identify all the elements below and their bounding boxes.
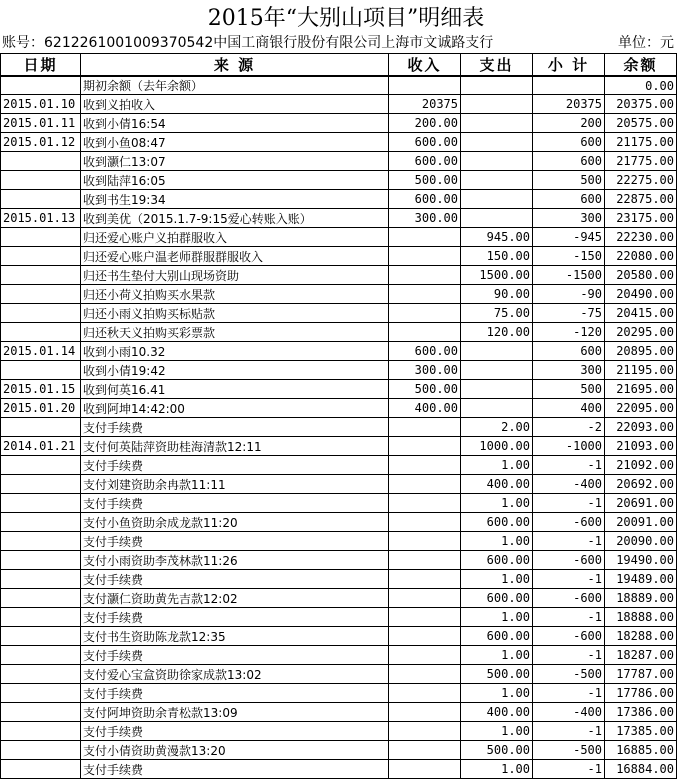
balance-cell: 20090.00 — [605, 532, 677, 551]
balance-cell: 18287.00 — [605, 646, 677, 665]
table-row — [1, 285, 677, 304]
subtotal-cell — [533, 76, 605, 95]
source-cell: 支付手续费 — [81, 418, 389, 437]
balance-cell: 21695.00 — [605, 380, 677, 399]
source-cell: 收到小倩16:54 — [81, 114, 389, 133]
balance-cell: 19489.00 — [605, 570, 677, 589]
balance-cell: 18888.00 — [605, 608, 677, 627]
date-cell — [1, 76, 81, 95]
balance-cell: 20580.00 — [605, 266, 677, 285]
source-cell: 支付手续费 — [81, 722, 389, 741]
expense-cell — [461, 171, 533, 190]
source-cell: 支付手续费 — [81, 646, 389, 665]
date-cell — [1, 532, 81, 551]
income-cell — [389, 266, 461, 285]
balance-cell: 18288.00 — [605, 627, 677, 646]
balance-cell: 21092.00 — [605, 456, 677, 475]
expense-cell — [461, 209, 533, 228]
expense-cell: 75.00 — [461, 304, 533, 323]
source-cell: 收到阿坤14:42:00 — [81, 399, 389, 418]
income-cell — [389, 76, 461, 95]
subtotal-cell: -500 — [533, 665, 605, 684]
date-cell: 2015.01.14 — [1, 342, 81, 361]
source-cell: 支付小雨资助李茂林款11:26 — [81, 551, 389, 570]
account-line — [0, 34, 692, 53]
date-cell — [1, 304, 81, 323]
date-cell: 2015.01.11 — [1, 114, 81, 133]
date-cell: 2015.01.20 — [1, 399, 81, 418]
expense-cell: 90.00 — [461, 285, 533, 304]
expense-cell — [461, 114, 533, 133]
source-cell: 支付书生资助陈龙款12:35 — [81, 627, 389, 646]
income-cell — [389, 608, 461, 627]
income-cell — [389, 722, 461, 741]
subtotal-cell: -600 — [533, 627, 605, 646]
date-cell — [1, 418, 81, 437]
table-row — [1, 475, 677, 494]
balance-cell: 16885.00 — [605, 741, 677, 760]
expense-cell: 600.00 — [461, 513, 533, 532]
income-cell: 500.00 — [389, 380, 461, 399]
expense-cell: 1.00 — [461, 494, 533, 513]
subtotal-cell: -1 — [533, 570, 605, 589]
subtotal-cell: 400 — [533, 399, 605, 418]
expense-cell — [461, 380, 533, 399]
source-cell: 支付手续费 — [81, 532, 389, 551]
sheet-title: 2015年“大别山项目”明细表 — [207, 6, 485, 31]
expense-cell: 1.00 — [461, 532, 533, 551]
balance-cell: 22080.00 — [605, 247, 677, 266]
expense-cell — [461, 152, 533, 171]
expense-cell: 1000.00 — [461, 437, 533, 456]
balance-cell: 21175.00 — [605, 133, 677, 152]
income-cell — [389, 475, 461, 494]
balance-cell: 22095.00 — [605, 399, 677, 418]
table-row — [1, 570, 677, 589]
table-row — [1, 209, 677, 228]
income-cell — [389, 304, 461, 323]
table-row — [1, 380, 677, 399]
date-cell: 2014.01.21 — [1, 437, 81, 456]
expense-cell — [461, 399, 533, 418]
table-row — [1, 703, 677, 722]
expense-cell — [461, 342, 533, 361]
subtotal-cell: -400 — [533, 475, 605, 494]
source-cell: 支付手续费 — [81, 570, 389, 589]
income-cell: 600.00 — [389, 152, 461, 171]
expense-cell: 600.00 — [461, 551, 533, 570]
source-cell: 归还小雨义拍购买标贴款 — [81, 304, 389, 323]
subtotal-cell: 600 — [533, 190, 605, 209]
source-cell: 收到何英16.41 — [81, 380, 389, 399]
subtotal-cell: 300 — [533, 361, 605, 380]
balance-cell: 21093.00 — [605, 437, 677, 456]
expense-cell — [461, 190, 533, 209]
source-cell: 收到灏仁13:07 — [81, 152, 389, 171]
table-row — [1, 418, 677, 437]
date-cell — [1, 171, 81, 190]
balance-cell: 17787.00 — [605, 665, 677, 684]
date-cell: 2015.01.10 — [1, 95, 81, 114]
income-cell — [389, 513, 461, 532]
subtotal-cell: -600 — [533, 589, 605, 608]
table-row — [1, 646, 677, 665]
income-cell: 600.00 — [389, 133, 461, 152]
date-cell — [1, 247, 81, 266]
source-cell: 支付爱心宝盒资助徐家成款13:02 — [81, 665, 389, 684]
source-cell: 支付刘建资助余冉款11:11 — [81, 475, 389, 494]
table-row — [1, 228, 677, 247]
income-cell — [389, 741, 461, 760]
unit-label: 单位：元 — [618, 35, 674, 51]
subtotal-cell: -1 — [533, 456, 605, 475]
balance-cell: 20490.00 — [605, 285, 677, 304]
subtotal-cell: -1 — [533, 532, 605, 551]
col-header-income: 收入 — [389, 54, 461, 77]
table-row — [1, 76, 677, 95]
subtotal-cell: 500 — [533, 171, 605, 190]
account-info: 账号：6212261001009370542中国工商银行股份有限公司上海市文诚路支行 — [2, 35, 494, 51]
expense-cell: 1.00 — [461, 646, 533, 665]
subtotal-cell: -1 — [533, 722, 605, 741]
table-row — [1, 133, 677, 152]
balance-cell: 19490.00 — [605, 551, 677, 570]
expense-cell — [461, 133, 533, 152]
source-cell: 期初余额（去年余额） — [81, 76, 389, 95]
source-cell: 收到小鱼08:47 — [81, 133, 389, 152]
income-cell — [389, 285, 461, 304]
source-cell: 收到书生19:34 — [81, 190, 389, 209]
col-header-subtotal: 小 计 — [533, 54, 605, 77]
table-row — [1, 513, 677, 532]
date-cell — [1, 570, 81, 589]
subtotal-cell: -600 — [533, 551, 605, 570]
income-cell — [389, 323, 461, 342]
date-cell — [1, 722, 81, 741]
subtotal-cell: 600 — [533, 133, 605, 152]
table-row — [1, 437, 677, 456]
expense-cell: 120.00 — [461, 323, 533, 342]
source-cell: 支付手续费 — [81, 494, 389, 513]
subtotal-cell: 20375 — [533, 95, 605, 114]
date-cell — [1, 456, 81, 475]
balance-cell: 20375.00 — [605, 95, 677, 114]
subtotal-cell: -1 — [533, 760, 605, 779]
table-row — [1, 456, 677, 475]
table-row — [1, 551, 677, 570]
balance-cell: 20692.00 — [605, 475, 677, 494]
income-cell — [389, 684, 461, 703]
subtotal-cell: -1000 — [533, 437, 605, 456]
subtotal-cell: 500 — [533, 380, 605, 399]
balance-cell: 18889.00 — [605, 589, 677, 608]
table-row — [1, 247, 677, 266]
table-row — [1, 399, 677, 418]
table-row — [1, 323, 677, 342]
balance-cell: 22230.00 — [605, 228, 677, 247]
table-row — [1, 741, 677, 760]
date-cell — [1, 608, 81, 627]
date-cell — [1, 494, 81, 513]
income-cell: 600.00 — [389, 190, 461, 209]
table-row — [1, 304, 677, 323]
source-cell: 支付手续费 — [81, 608, 389, 627]
expense-cell: 1.00 — [461, 722, 533, 741]
col-header-date: 日期 — [1, 54, 81, 77]
subtotal-cell: 600 — [533, 152, 605, 171]
expense-cell: 1.00 — [461, 760, 533, 779]
income-cell — [389, 437, 461, 456]
balance-cell: 20415.00 — [605, 304, 677, 323]
subtotal-cell: -75 — [533, 304, 605, 323]
date-cell — [1, 266, 81, 285]
table-row — [1, 589, 677, 608]
subtotal-cell: -500 — [533, 741, 605, 760]
balance-cell: 20295.00 — [605, 323, 677, 342]
table-row — [1, 684, 677, 703]
subtotal-cell: -90 — [533, 285, 605, 304]
date-cell — [1, 684, 81, 703]
expense-cell: 1.00 — [461, 684, 533, 703]
subtotal-cell: -120 — [533, 323, 605, 342]
balance-cell: 17385.00 — [605, 722, 677, 741]
date-cell — [1, 361, 81, 380]
table-row — [1, 342, 677, 361]
table-row — [1, 627, 677, 646]
subtotal-cell: -1 — [533, 494, 605, 513]
income-cell — [389, 665, 461, 684]
balance-cell: 22275.00 — [605, 171, 677, 190]
table-row — [1, 532, 677, 551]
expense-cell: 1.00 — [461, 608, 533, 627]
source-cell: 归还秋天义拍购买彩票款 — [81, 323, 389, 342]
date-cell — [1, 665, 81, 684]
expense-cell: 1.00 — [461, 570, 533, 589]
expense-cell: 1500.00 — [461, 266, 533, 285]
date-cell — [1, 703, 81, 722]
subtotal-cell: -1 — [533, 684, 605, 703]
expense-cell: 2.00 — [461, 418, 533, 437]
expense-cell — [461, 76, 533, 95]
expense-cell: 1.00 — [461, 456, 533, 475]
date-cell: 2015.01.12 — [1, 133, 81, 152]
source-cell: 收到小雨10.32 — [81, 342, 389, 361]
expense-cell — [461, 361, 533, 380]
expense-cell: 600.00 — [461, 589, 533, 608]
balance-cell: 21775.00 — [605, 152, 677, 171]
source-cell: 支付小鱼资助余成龙款11:20 — [81, 513, 389, 532]
date-cell — [1, 285, 81, 304]
subtotal-cell: -400 — [533, 703, 605, 722]
expense-cell — [461, 95, 533, 114]
balance-cell: 20895.00 — [605, 342, 677, 361]
balance-cell: 20691.00 — [605, 494, 677, 513]
source-cell: 归还书生垫付大别山现场资助 — [81, 266, 389, 285]
table-row — [1, 266, 677, 285]
source-cell: 收到义拍收入 — [81, 95, 389, 114]
balance-cell: 23175.00 — [605, 209, 677, 228]
income-cell: 300.00 — [389, 209, 461, 228]
source-cell: 支付阿坤资助余青松款13:09 — [81, 703, 389, 722]
date-cell — [1, 475, 81, 494]
expense-cell: 150.00 — [461, 247, 533, 266]
date-cell — [1, 513, 81, 532]
balance-cell: 17786.00 — [605, 684, 677, 703]
income-cell — [389, 247, 461, 266]
expense-cell: 500.00 — [461, 741, 533, 760]
income-cell: 300.00 — [389, 361, 461, 380]
expense-cell: 400.00 — [461, 475, 533, 494]
date-cell — [1, 627, 81, 646]
income-cell: 200.00 — [389, 114, 461, 133]
date-cell — [1, 741, 81, 760]
balance-cell: 22875.00 — [605, 190, 677, 209]
income-cell — [389, 418, 461, 437]
date-cell — [1, 551, 81, 570]
income-cell: 500.00 — [389, 171, 461, 190]
subtotal-cell: -600 — [533, 513, 605, 532]
ledger-body — [1, 76, 677, 779]
income-cell — [389, 703, 461, 722]
table-row — [1, 361, 677, 380]
income-cell — [389, 456, 461, 475]
subtotal-cell: 600 — [533, 342, 605, 361]
balance-cell: 22093.00 — [605, 418, 677, 437]
source-cell: 支付灏仁资助黄先吉款12:02 — [81, 589, 389, 608]
income-cell — [389, 570, 461, 589]
income-cell: 20375 — [389, 95, 461, 114]
subtotal-cell: -1 — [533, 608, 605, 627]
table-row — [1, 722, 677, 741]
source-cell: 支付手续费 — [81, 684, 389, 703]
subtotal-cell: 200 — [533, 114, 605, 133]
date-cell — [1, 152, 81, 171]
source-cell: 支付手续费 — [81, 456, 389, 475]
income-cell — [389, 551, 461, 570]
balance-cell: 20575.00 — [605, 114, 677, 133]
table-row — [1, 494, 677, 513]
balance-cell: 21195.00 — [605, 361, 677, 380]
col-header-source: 来 源 — [81, 54, 389, 77]
date-cell — [1, 646, 81, 665]
income-cell: 600.00 — [389, 342, 461, 361]
table-row — [1, 171, 677, 190]
expense-cell: 945.00 — [461, 228, 533, 247]
date-cell — [1, 323, 81, 342]
date-cell: 2015.01.13 — [1, 209, 81, 228]
date-cell — [1, 589, 81, 608]
subtotal-cell: -150 — [533, 247, 605, 266]
expense-cell: 600.00 — [461, 627, 533, 646]
date-cell: 2015.01.15 — [1, 380, 81, 399]
table-row — [1, 665, 677, 684]
source-cell: 归还爱心账户义拍群服收入 — [81, 228, 389, 247]
income-cell: 400.00 — [389, 399, 461, 418]
date-cell — [1, 228, 81, 247]
ledger-table — [0, 53, 677, 779]
expense-cell: 400.00 — [461, 703, 533, 722]
subtotal-cell: 300 — [533, 209, 605, 228]
date-cell — [1, 190, 81, 209]
source-cell: 收到陆萍16:05 — [81, 171, 389, 190]
source-cell: 收到小倩19:42 — [81, 361, 389, 380]
source-cell: 支付小倩资助黄漫款13:20 — [81, 741, 389, 760]
income-cell — [389, 532, 461, 551]
table-row — [1, 114, 677, 133]
source-cell: 支付何英陆萍资助桂海清款12:11 — [81, 437, 389, 456]
balance-cell: 0.00 — [605, 76, 677, 95]
source-cell: 收到美优（2015.1.7-9:15爱心转账入账） — [81, 209, 389, 228]
expense-cell: 500.00 — [461, 665, 533, 684]
income-cell — [389, 589, 461, 608]
income-cell — [389, 646, 461, 665]
income-cell — [389, 228, 461, 247]
table-row — [1, 190, 677, 209]
table-row — [1, 608, 677, 627]
subtotal-cell: -945 — [533, 228, 605, 247]
subtotal-cell: -1 — [533, 646, 605, 665]
source-cell: 归还爱心账户温老师群服群服收入 — [81, 247, 389, 266]
balance-cell: 16884.00 — [605, 760, 677, 779]
col-header-expense: 支出 — [461, 54, 533, 77]
col-header-balance: 余额 — [605, 54, 677, 77]
subtotal-cell: -2 — [533, 418, 605, 437]
income-cell — [389, 627, 461, 646]
source-cell: 归还小荷义拍购买水果款 — [81, 285, 389, 304]
table-row — [1, 152, 677, 171]
income-cell — [389, 494, 461, 513]
source-cell: 支付手续费 — [81, 760, 389, 779]
balance-cell: 20091.00 — [605, 513, 677, 532]
balance-cell: 17386.00 — [605, 703, 677, 722]
header-row — [1, 54, 677, 77]
table-row — [1, 95, 677, 114]
subtotal-cell: -1500 — [533, 266, 605, 285]
